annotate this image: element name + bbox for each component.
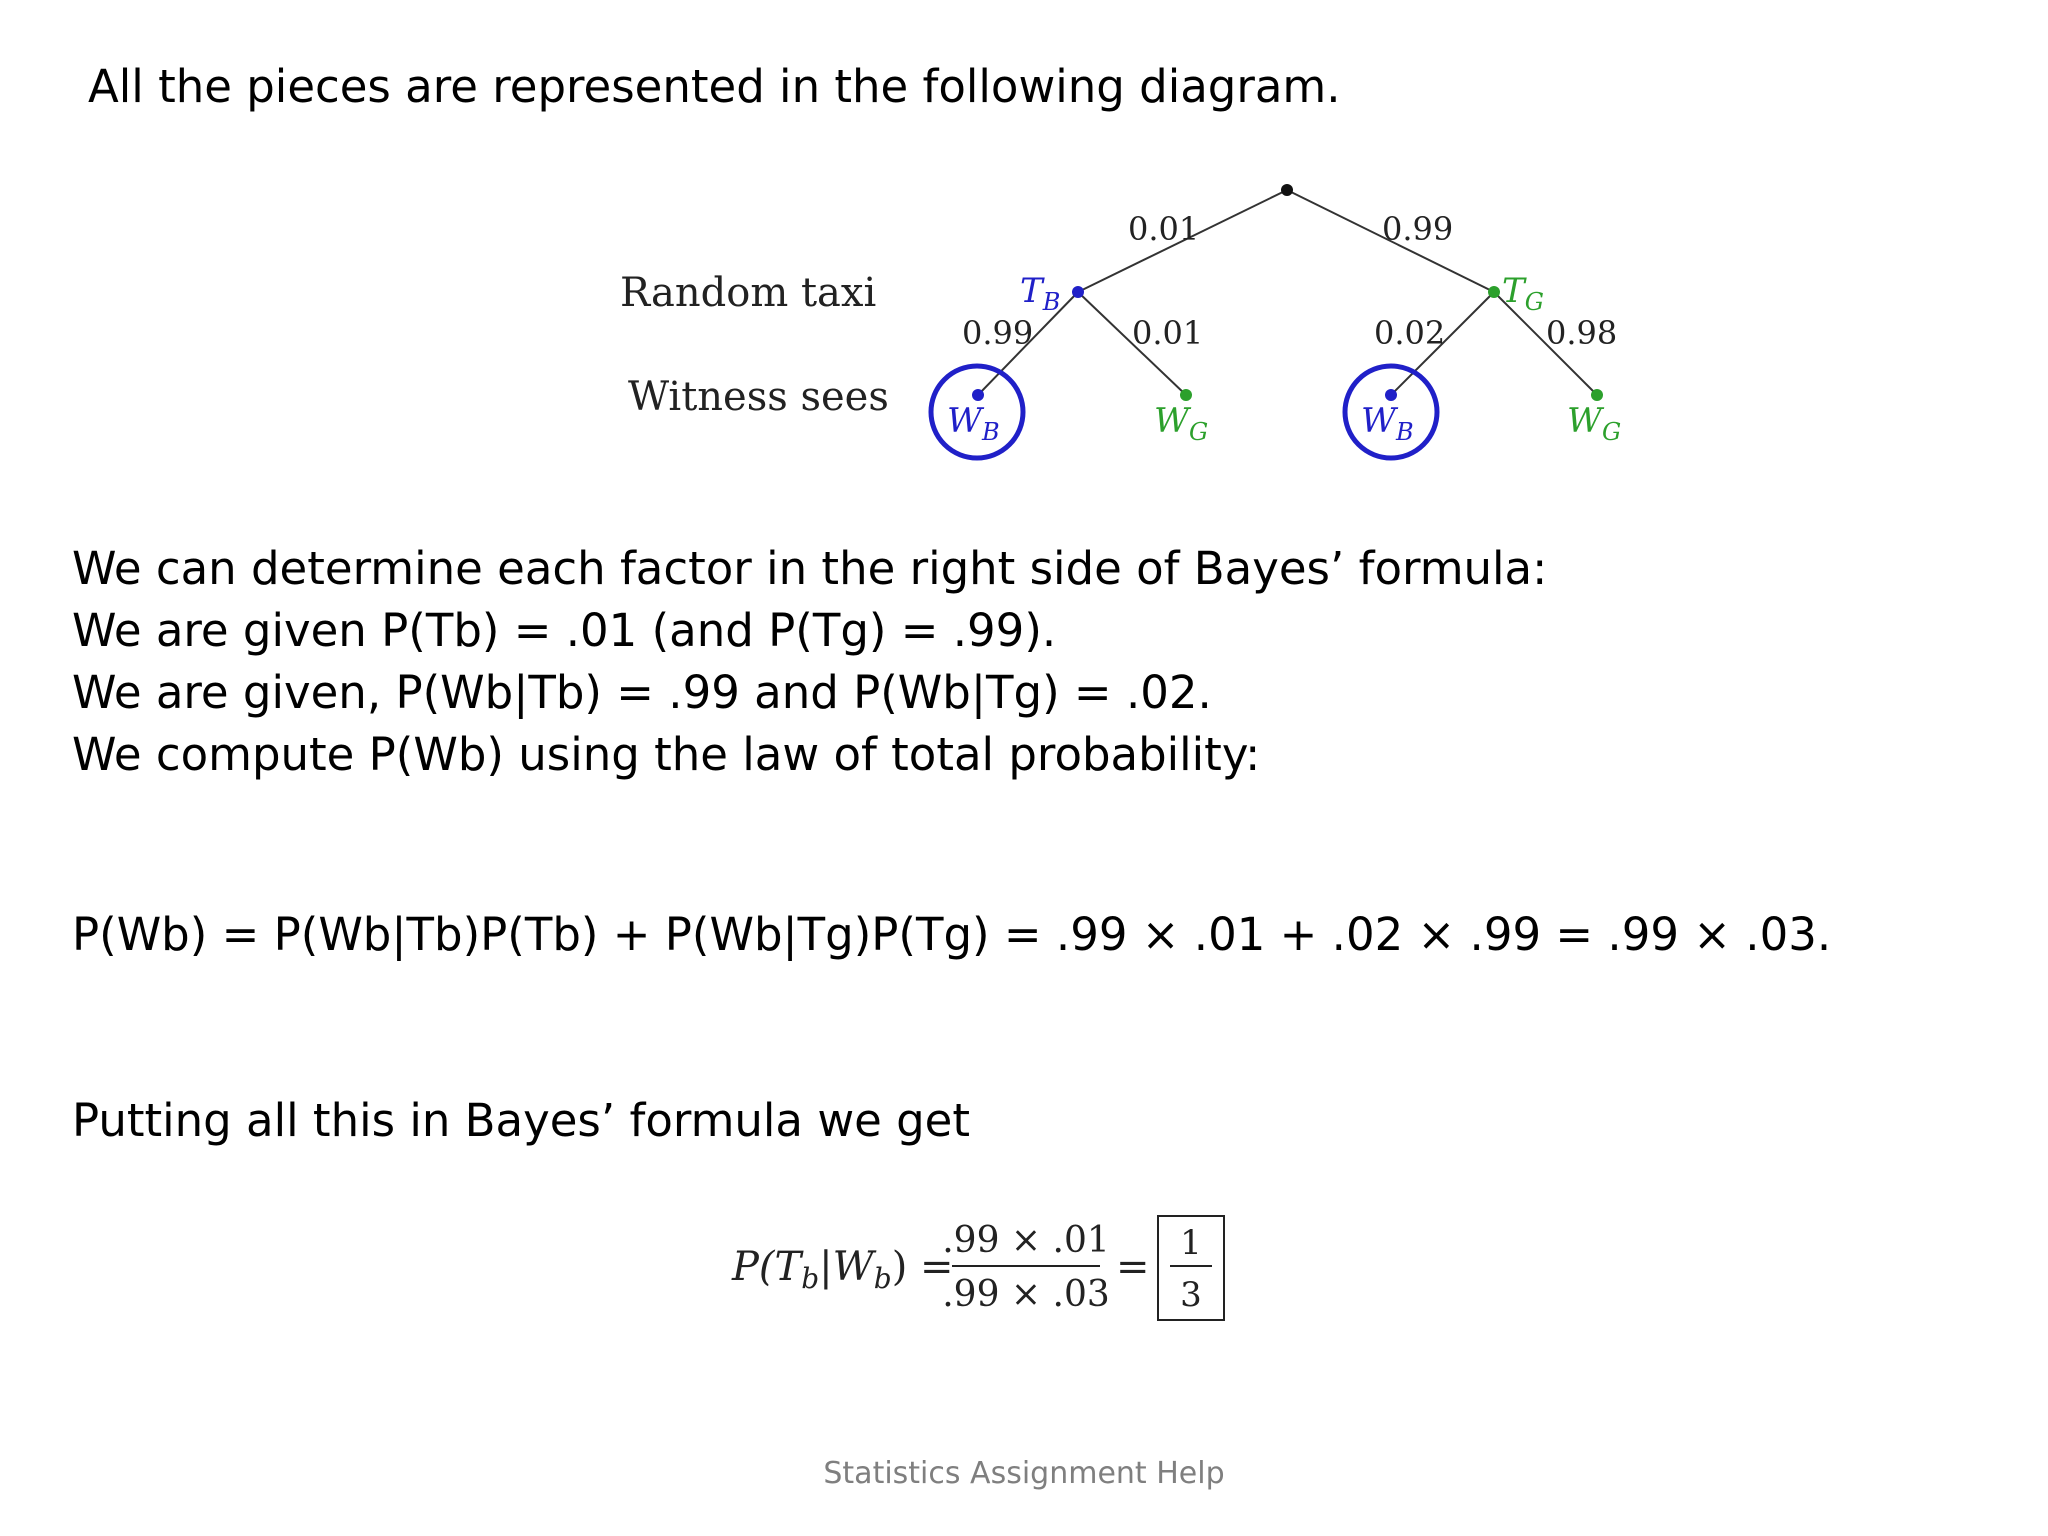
prob-tb-wg: 0.01 bbox=[1132, 314, 1204, 352]
wb-leaf-dot-left bbox=[972, 389, 984, 401]
intro-text: All the pieces are represented in the following diagram. bbox=[88, 60, 1341, 113]
bayes-denominator: .99 × .03 bbox=[942, 1274, 1110, 1315]
footer-text: Statistics Assignment Help bbox=[823, 1456, 1225, 1491]
explanation-block bbox=[72, 538, 1547, 786]
row-label-witness-sees: Witness sees bbox=[628, 374, 889, 420]
bayes-result-denominator: 3 bbox=[1180, 1275, 1202, 1315]
wg-leaf-dot-left bbox=[1180, 389, 1192, 401]
prob-root-left: 0.01 bbox=[1128, 210, 1200, 248]
explanation-line-4: We compute P(Wb) using the law of total probability: bbox=[72, 728, 1261, 781]
bayes-formula bbox=[731, 1216, 1224, 1320]
label-wg-right: $W_G$ bbox=[1567, 401, 1622, 446]
prob-root-right: 0.99 bbox=[1382, 210, 1454, 248]
conclusion-text: Putting all this in Bayes’ formula we get bbox=[72, 1094, 971, 1147]
prob-tg-wg: 0.98 bbox=[1546, 314, 1618, 352]
bayes-result-numerator: 1 bbox=[1180, 1223, 1202, 1263]
wb-leaf-dot-right bbox=[1385, 389, 1397, 401]
label-wg-left: $W_G$ bbox=[1154, 401, 1209, 446]
total-probability-equation: P(Wb) = P(Wb|Tb)P(Tb) + P(Wb|Tg)P(Tg) = .99 × .01 + .02 × .99 = .99 × .03. bbox=[72, 908, 1832, 961]
label-tb: $T_B$ bbox=[1020, 271, 1061, 316]
explanation-line-2: We are given P(Tb) = .01 (and P(Tg) = .99). bbox=[72, 604, 1057, 657]
wg-leaf-dot-right bbox=[1591, 389, 1603, 401]
label-wb-left: $W_B$ bbox=[947, 401, 1000, 446]
explanation-line-1: We can determine each factor in the right side of Bayes’ formula: bbox=[72, 542, 1548, 595]
bayes-equals: = bbox=[1116, 1244, 1150, 1290]
explanation-line-3: We are given, P(Wb|Tb) = .99 and P(Wb|Tg) = .02. bbox=[72, 666, 1212, 719]
root-node bbox=[1281, 184, 1293, 196]
label-tg: $T_G$ bbox=[1502, 271, 1544, 316]
prob-tg-wb: 0.02 bbox=[1374, 314, 1446, 352]
tg-node bbox=[1488, 286, 1500, 298]
bayes-lhs: $P(T_b|W_b)$ = bbox=[732, 1244, 954, 1295]
tb-node bbox=[1072, 286, 1084, 298]
bayes-numerator: .99 × .01 bbox=[942, 1220, 1110, 1261]
prob-tb-wb: 0.99 bbox=[962, 314, 1034, 352]
row-label-random-taxi: Random taxi bbox=[620, 270, 877, 316]
label-wb-right: $W_B$ bbox=[1361, 401, 1414, 446]
